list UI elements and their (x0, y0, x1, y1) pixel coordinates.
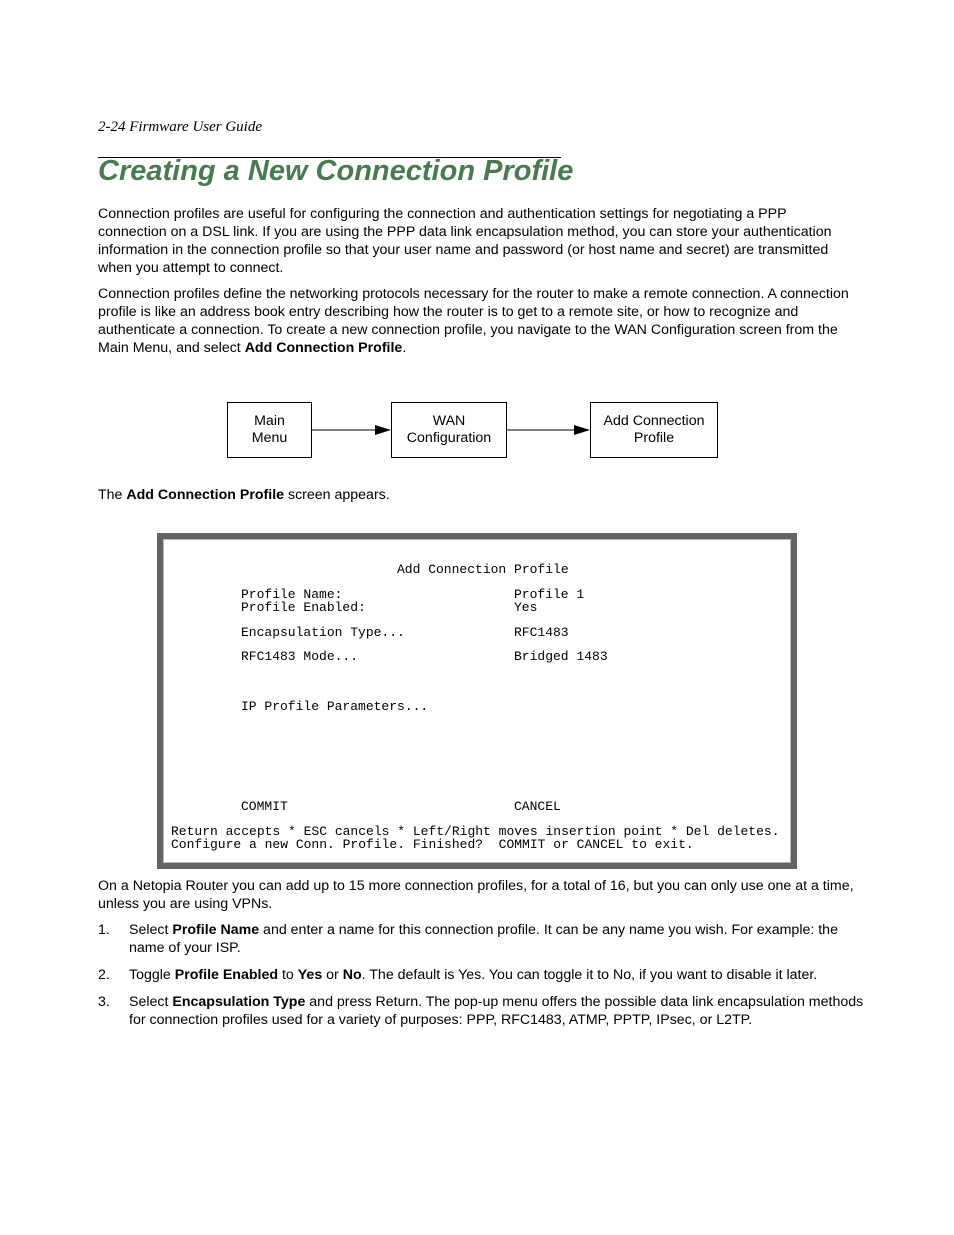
step-1-pre: Select (129, 922, 173, 938)
flow-box-add-line2: Profile (633, 430, 675, 446)
step-3-text: and press Return. The pop-up menu offers the possible data link encapsulation methods for connection profiles used for a variety of purposes: PPP, RFC1483, ATMP, PPTP, IPsec, or L2TP. (129, 994, 864, 1028)
step-item-3 (98, 993, 868, 1029)
step-2-post: . The default is Yes. You can toggle it to No, if you want to disable it later. (361, 967, 818, 983)
running-header: 2-24 Firmware User Guide (98, 119, 263, 135)
terminal-help-line-2: Configure a new Conn. Profile. Finished? COMMIT or CANCEL to exit. (171, 837, 694, 852)
intro-paragraph-2-bold: Add Connection Profile (244, 340, 403, 356)
encapsulation-type-label[interactable]: Encapsulation Type... (241, 625, 405, 640)
step-number: 2. (98, 967, 110, 983)
rfc1483-mode-label[interactable]: RFC1483 Mode... (241, 649, 359, 664)
step-3-bold: Encapsulation Type (172, 994, 306, 1010)
flow-box-main-menu-line1: Main (254, 413, 285, 429)
flow-box-add-line1: Add Connection (603, 413, 705, 429)
flow-box-main-menu-line2: Menu (251, 430, 288, 446)
screen-appears-bold: Add Connection Profile (126, 487, 285, 503)
step-3-pre: Select (129, 994, 173, 1010)
intro-paragraph-1: Connection profiles are useful for configuring the connection and authentication settings for negotiating a PPP connection on a DSL link. If you are using the PPP data link encapsulation method, you can store your authentication information in the connection profile so that your user name and password (or host name and secret) are transmitted when you attempt to connect. (98, 206, 832, 276)
step-2-pre: Toggle (129, 967, 175, 983)
step-2-mid-2: or (322, 967, 343, 983)
step-item-1 (98, 921, 868, 957)
flow-arrow-2 (507, 425, 590, 435)
after-screen-paragraph: On a Netopia Router you can add up to 15 more connection profiles, for a total of 16, but you can only use one at a time, unless you are using VPNs. (98, 878, 854, 912)
intro-paragraph-2-end: . (402, 340, 407, 356)
page-title: Creating a New Connection Profile (98, 155, 574, 187)
step-2-mid-1: to (278, 967, 298, 983)
step-1-bold: Profile Name (172, 922, 260, 938)
flow-arrow-1 (312, 425, 391, 435)
profile-enabled-value[interactable]: Yes (514, 600, 538, 615)
intro-paragraph-2-text: Connection profiles define the networking protocols necessary for the router to make a remote connection. A connection profile is like an address book entry describing how the router is to get to a remote site, or how to recognize and authenticate a connection. To create a new connection profile, you navigate to the WAN Configuration screen from the Main Menu, and select (98, 286, 849, 356)
screen-appears-pre: The (98, 487, 127, 503)
screen-appears-text (98, 486, 858, 504)
step-2-bold-1: Profile Enabled (174, 967, 279, 983)
flow-box-wan-line1: WAN (432, 413, 466, 429)
terminal-screen (157, 533, 797, 869)
terminal-help-line-1: Return accepts * ESC cancels * Left/Right moves insertion point * Del deletes. (171, 824, 780, 839)
commit-button[interactable]: COMMIT (241, 799, 288, 814)
cancel-button[interactable]: CANCEL (514, 799, 561, 814)
flow-box-wan-line2: Configuration (406, 430, 492, 446)
step-number: 1. (98, 922, 110, 938)
profile-enabled-label[interactable]: Profile Enabled: (241, 600, 366, 615)
step-1-text: and enter a name for this connection profile. It can be any name you wish. For example: the name of your ISP. (129, 922, 838, 956)
step-2-bold-2: Yes (297, 967, 323, 983)
step-number: 3. (98, 994, 110, 1010)
ip-profile-parameters[interactable]: IP Profile Parameters... (241, 699, 429, 714)
steps-list (98, 921, 868, 1038)
profile-name-label[interactable]: Profile Name: (241, 587, 343, 602)
profile-name-value[interactable]: Profile 1 (514, 587, 585, 602)
screen-appears-post: screen appears. (284, 487, 390, 503)
encapsulation-type-value[interactable]: RFC1483 (514, 625, 569, 640)
step-item-2 (98, 966, 868, 984)
rfc1483-mode-value[interactable]: Bridged 1483 (514, 649, 608, 664)
step-2-bold-3: No (342, 967, 362, 983)
terminal-title: Add Connection Profile (397, 562, 569, 577)
